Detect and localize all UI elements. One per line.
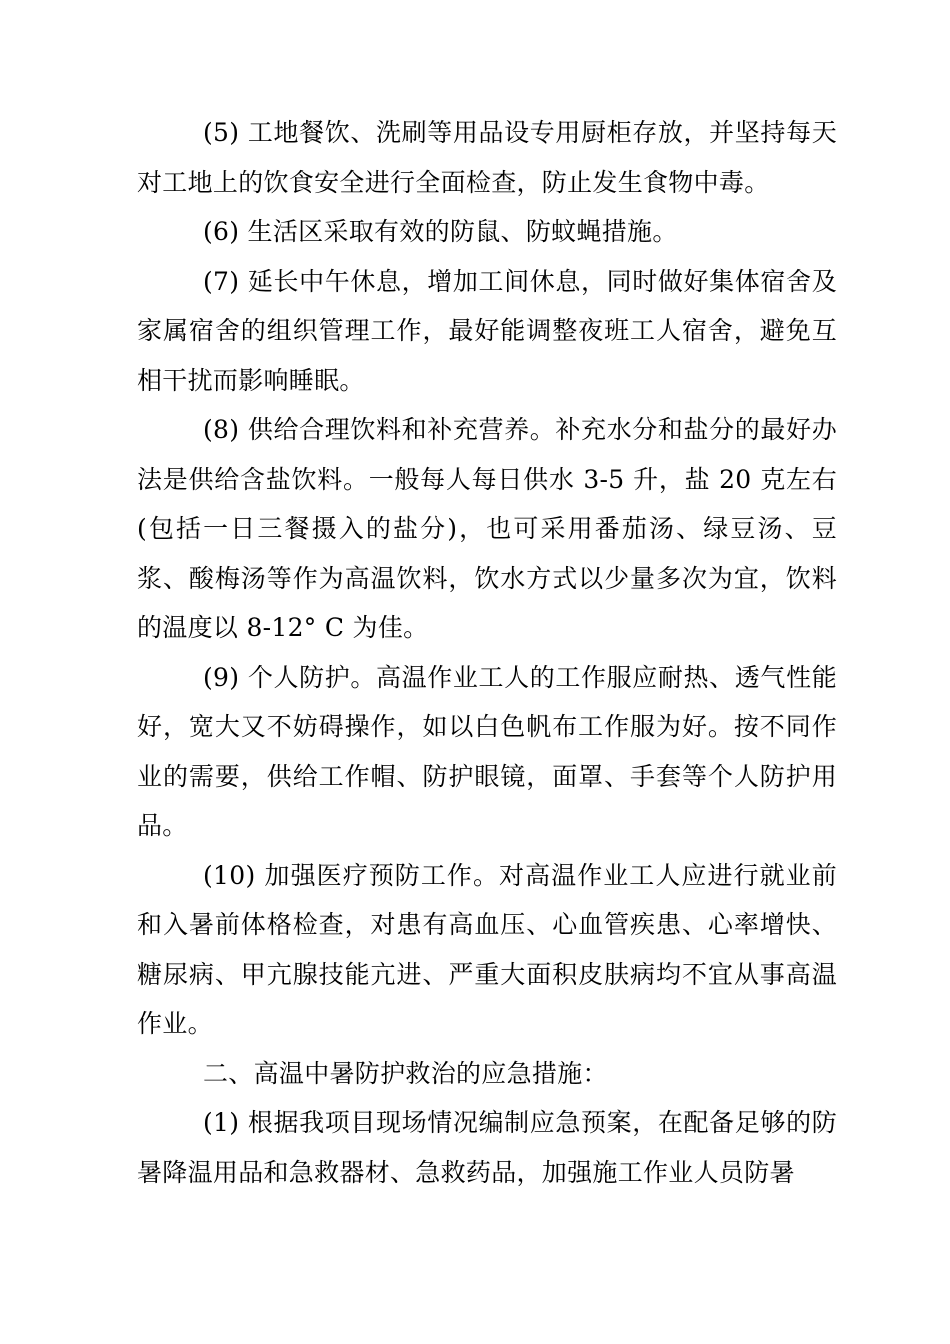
paragraph-item-9: (9) 个人防护。高温作业工人的工作服应耐热、透气性能好，宽大又不妨碍操作，如以白色帆布工作服为好。按不同作业的需要，供给工作帽、防护眼镜，面罩、手套等个人防护用品。 (137, 662, 837, 840)
paragraph-item-10: (10) 加强医疗预防工作。对高温作业工人应进行就业前和入暑前体格检查，对患有高血压、心血管疾患、心率增快、糖尿病、甲亢腺技能亢进、严重大面积皮肤病均不宜从事高温作业。 (137, 860, 837, 1038)
paragraph-item-1: (1) 根据我项目现场情况编制应急预案，在配备足够的防暑降温用品和急救器材、急救药品，加强施工作业人员防暑 (137, 1108, 837, 1187)
section-heading: 二、高温中暑防护救治的应急措施： (203, 1058, 608, 1088)
paragraph-item-7: (7) 延长中午休息，增加工间休息，同时做好集体宿舍及家属宿舍的组织管理工作，最好能调整夜班工人宿舍，避免互相干扰而影响睡眠。 (137, 266, 837, 395)
paragraph-item-6: (6) 生活区采取有效的防鼠、防蚊蝇措施。 (203, 217, 678, 246)
document-body (137, 108, 837, 1197)
paragraph-item-5: (5) 工地餐饮、洗刷等用品设专用厨柜存放，并坚持每天对工地上的饮食安全进行全面检查，防止发生食物中毒。 (137, 118, 837, 197)
paragraph-item-8: (8) 供给合理饮料和补充营养。补充水分和盐分的最好办法是供给含盐饮料。一般每人每日供水 3-5 升，盐 20 克左右(包括一日三餐摄入的盐分)，也可采用番茄汤、绿豆汤、豆浆、酸梅汤等作为高温饮料，饮水方式以少量多次为宜，饮料的温度以 8-12° C 为佳。 (137, 415, 837, 642)
